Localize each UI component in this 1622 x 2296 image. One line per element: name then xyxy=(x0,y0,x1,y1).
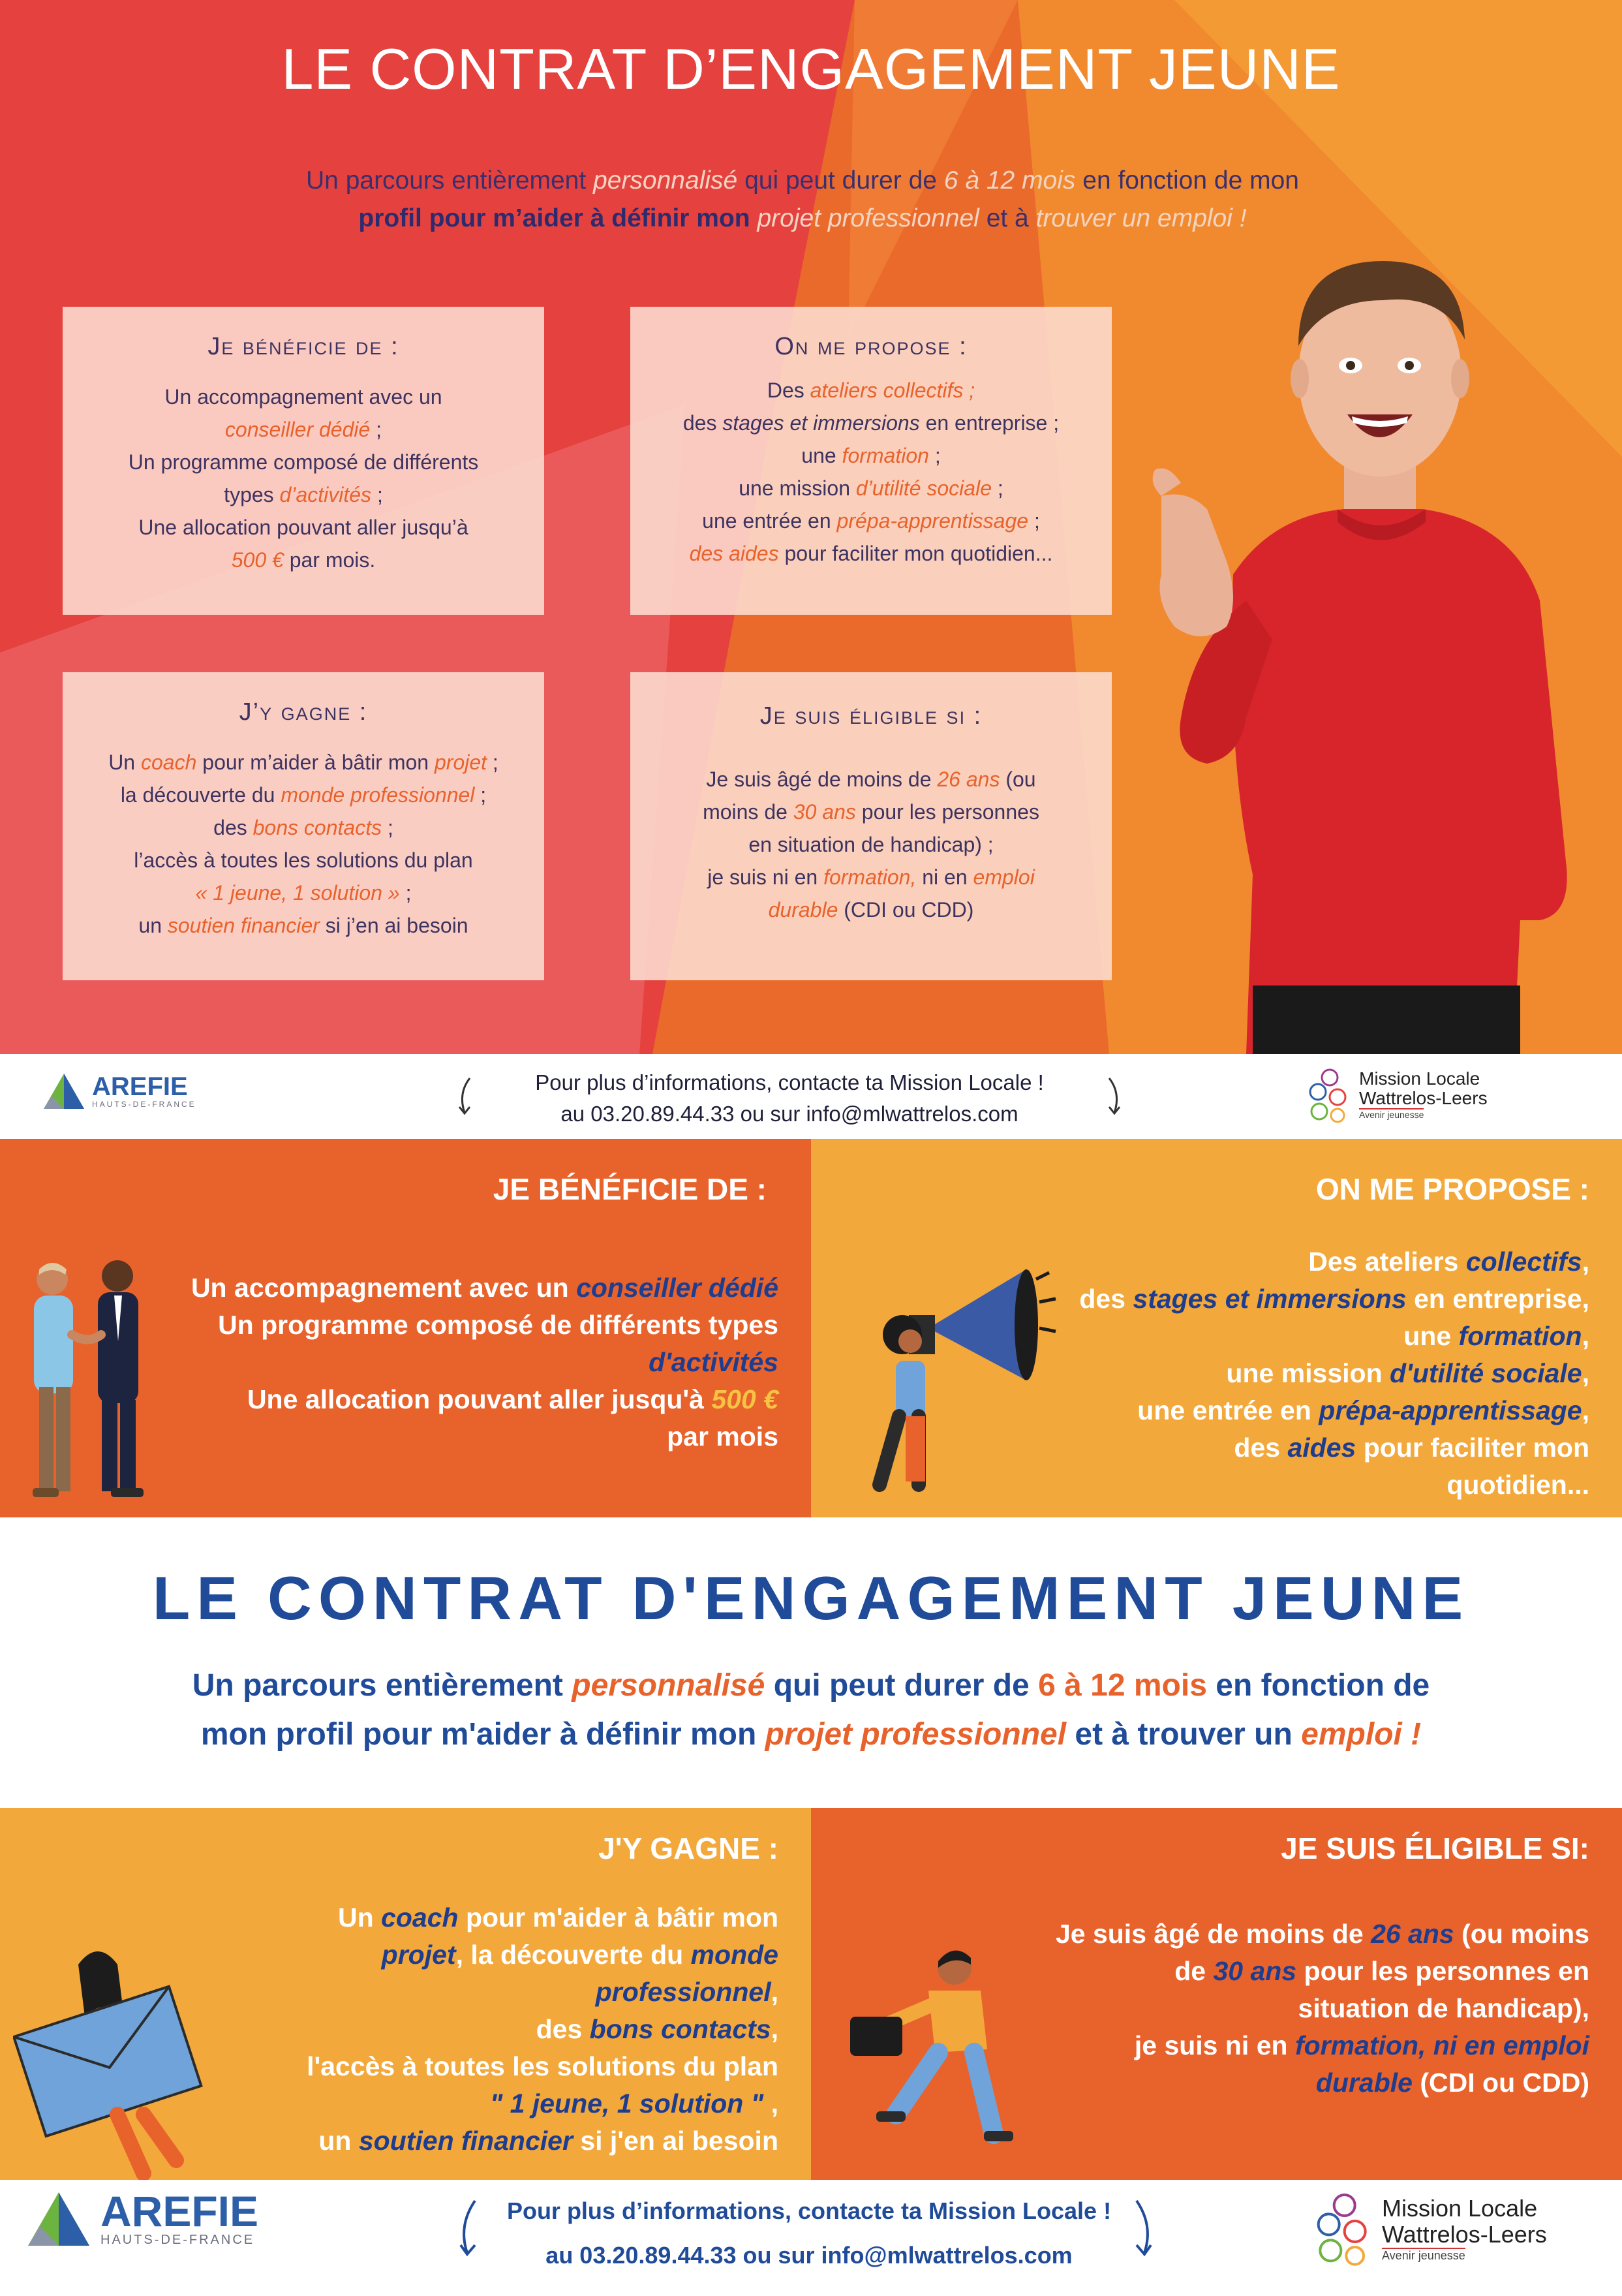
card-title: On me propose : xyxy=(774,333,968,360)
intro-highlight: projet professionnel xyxy=(765,1717,1067,1752)
card-text: par mois. xyxy=(289,548,376,572)
panel-line: je suis ni en xyxy=(1134,2030,1288,2060)
panel-line: , xyxy=(1582,1247,1589,1277)
panel-highlight: stages et immersions xyxy=(1133,1284,1407,1314)
panel-line: des xyxy=(1234,1433,1281,1463)
panel-line: , xyxy=(1582,1321,1589,1351)
card-highlight: d’activités xyxy=(279,483,372,506)
card-line: en situation de handicap) ; xyxy=(748,833,994,856)
mission-locale-city: Wattrelos-Leers xyxy=(1382,2220,1547,2248)
intro-highlight: trouver un emploi ! xyxy=(1035,204,1247,232)
panel-line: (CDI ou CDD) xyxy=(1420,2068,1589,2098)
card-line: l’accès à toutes les solutions du plan xyxy=(134,848,473,872)
card-highlight: 30 ans xyxy=(793,800,856,824)
card-text: des xyxy=(682,411,717,435)
contact-info xyxy=(483,1067,1096,1130)
panel-highlight: formation, ni en emploi xyxy=(1294,2030,1589,2060)
contact-bar-1 xyxy=(0,1054,1622,1136)
panel-title: ON ME PROPOSE : xyxy=(1315,1172,1589,1206)
megaphone-illustration xyxy=(850,1250,1059,1504)
panel-highlight: aides xyxy=(1287,1433,1356,1463)
panel-line: Des ateliers xyxy=(1308,1247,1459,1277)
panel-text xyxy=(1002,1243,1589,1504)
contact-line: au 03.20.89.44.33 ou sur info@mlwattrelos.com xyxy=(545,2242,1073,2269)
card-text: ni en xyxy=(922,865,968,889)
panel-line: des xyxy=(1079,1284,1125,1314)
panel-highlight: projet xyxy=(381,1940,456,1970)
panel-highlight: d'activités xyxy=(649,1347,778,1377)
panel-propose xyxy=(811,1139,1622,1517)
card-highlight: emploi xyxy=(973,865,1035,889)
arefie-mountain-icon xyxy=(42,1072,85,1110)
card-highlight: monde professionnel xyxy=(281,783,475,807)
arefie-logo xyxy=(26,2187,259,2248)
intro-text: Un parcours entièrement xyxy=(306,166,587,194)
intro-highlight: ! xyxy=(1411,1717,1422,1752)
curved-arrow-right-icon xyxy=(1129,2199,1155,2258)
card-benefit xyxy=(63,307,544,615)
contact-line: au 03.20.89.44.33 ou sur info@mlwattrelos.com xyxy=(560,1102,1018,1126)
panel-highlight: durable xyxy=(1315,2068,1413,2098)
panel-line: , xyxy=(771,1977,778,2007)
intro-highlight: projet professionnel xyxy=(757,204,979,232)
card-highlight: projet xyxy=(434,751,487,774)
panel-line: quotidien... xyxy=(1446,1470,1589,1500)
young-man-photo xyxy=(1148,235,1592,1054)
intro-highlight: 6 à 12 mois xyxy=(943,166,1076,194)
panel-gain xyxy=(0,1808,811,2180)
panel-highlight: collectifs xyxy=(1465,1247,1582,1277)
mission-locale-tagline: Avenir jeunesse xyxy=(1359,1109,1424,1120)
panel-line: des xyxy=(536,2014,583,2044)
infographic-intro xyxy=(78,1661,1544,1759)
intro-text: et à trouver un xyxy=(1075,1717,1293,1752)
intro-text: en fonction de xyxy=(1216,1668,1430,1703)
card-text: ; xyxy=(376,418,382,441)
card-text: (CDI ou CDD) xyxy=(844,898,974,922)
panel-highlight: prépa-apprentissage xyxy=(1319,1395,1582,1425)
panel-highlight: formation xyxy=(1458,1321,1582,1351)
arefie-mountain-icon xyxy=(26,2190,91,2248)
card-highlight: « 1 jeune, 1 solution » xyxy=(195,881,400,905)
intro-highlight: personnalisé xyxy=(593,166,738,194)
card-line: Une allocation pouvant aller jusqu’à xyxy=(138,516,468,539)
panel-line: Un programme composé de différents types xyxy=(218,1310,778,1340)
card-text: ; xyxy=(387,816,393,839)
panel-line: par mois xyxy=(667,1421,778,1451)
panel-line: pour m'aider à bâtir mon xyxy=(465,1902,778,1932)
card-text: ; xyxy=(1033,509,1040,533)
panel-title: JE BÉNÉFICIE DE : xyxy=(493,1172,767,1206)
intro-text: qui peut durer de xyxy=(773,1668,1030,1703)
card-highlight: 26 ans xyxy=(937,768,1000,791)
panel-line: une entrée en xyxy=(1137,1395,1311,1425)
panel-line: (ou moins xyxy=(1461,1919,1589,1949)
arefie-subtitle: HAUTS-DE-FRANCE xyxy=(92,1100,196,1109)
card-title: J’y gagne : xyxy=(239,698,368,726)
card-text: des xyxy=(213,816,247,839)
panel-line: si j'en ai besoin xyxy=(580,2126,778,2156)
mission-locale-tagline: Avenir jeunesse xyxy=(1382,2248,1465,2262)
arefie-name: AREFIE xyxy=(92,1072,188,1101)
panel-line: l'accès à toutes les solutions du plan xyxy=(307,2051,778,2081)
card-text: moins de xyxy=(703,800,788,824)
panel-line: , xyxy=(1582,1395,1589,1425)
panel-title: JE SUIS ÉLIGIBLE SI: xyxy=(1281,1831,1589,1865)
card-text: ; xyxy=(934,444,941,467)
infographic-title: LE CONTRAT D'ENGAGEMENT JEUNE xyxy=(152,1564,1470,1632)
mission-locale-circles-icon xyxy=(1311,2186,1377,2271)
card-gain xyxy=(63,672,544,980)
card-text: ; xyxy=(492,751,498,774)
curved-arrow-right-icon xyxy=(1103,1077,1122,1116)
card-text: pour les personnes xyxy=(861,800,1039,824)
card-text: ; xyxy=(405,881,412,905)
card-highlight: durable xyxy=(768,898,838,922)
panel-line: , xyxy=(771,2014,778,2044)
running-man-illustration xyxy=(837,1938,1033,2160)
card-text: (ou xyxy=(1005,768,1036,791)
card-highlight: stages et immersions xyxy=(722,411,920,435)
panel-highlight: professionnel xyxy=(595,1977,771,2007)
panel-line: , la découverte du xyxy=(455,1940,684,1970)
card-text: un xyxy=(138,914,162,937)
contact-line: Pour plus d’informations, contacte ta Mission Locale ! xyxy=(535,1070,1044,1094)
curved-arrow-left-icon xyxy=(457,2199,483,2258)
card-title: Je suis éligible si : xyxy=(759,702,983,730)
panel-highlight: soutien financier xyxy=(358,2126,573,2156)
panel-title: J'Y GAGNE : xyxy=(598,1831,778,1865)
card-line: Un accompagnement avec un xyxy=(164,385,442,409)
card-text: en entreprise ; xyxy=(925,411,1060,435)
card-text: Un xyxy=(108,751,136,774)
intro-text: qui peut durer de xyxy=(744,166,937,194)
mission-locale-name: Mission Locale xyxy=(1359,1068,1480,1089)
arefie-subtitle: HAUTS-DE-FRANCE xyxy=(100,2233,255,2247)
card-highlight: 500 € xyxy=(231,548,284,572)
intro-highlight: personnalisé xyxy=(572,1668,765,1703)
card-highlight: formation, xyxy=(823,865,917,889)
panel-line: une xyxy=(1403,1321,1452,1351)
panel-highlight: coach xyxy=(381,1902,459,1932)
card-text: une mission xyxy=(739,476,850,500)
panel-line: un xyxy=(318,2126,352,2156)
envelope-illustration xyxy=(13,1938,209,2180)
card-text: ; xyxy=(997,476,1003,500)
top-poster xyxy=(0,0,1622,1054)
intro-highlight: emploi xyxy=(1301,1717,1402,1752)
mission-locale-circles-icon xyxy=(1305,1066,1354,1125)
contact-bar-2 xyxy=(0,2180,1622,2296)
panel-highlight: monde xyxy=(690,1940,778,1970)
handshake-illustration xyxy=(13,1256,170,1517)
intro-highlight: 6 à 12 mois xyxy=(1038,1668,1207,1703)
panel-text xyxy=(1002,1916,1589,2102)
panel-highlight: 26 ans xyxy=(1371,1919,1454,1949)
panel-line: Un xyxy=(337,1902,374,1932)
panel-text xyxy=(191,1899,778,2160)
panel-line: pour les personnes en xyxy=(1304,1956,1589,1986)
panel-highlight: 30 ans xyxy=(1213,1956,1297,1986)
panel-line: de xyxy=(1174,1956,1206,1986)
poster-intro xyxy=(117,162,1488,238)
mission-locale-logo xyxy=(1311,2186,1547,2271)
panel-highlight: d'utilité sociale xyxy=(1390,1358,1582,1388)
panel-line: pour faciliter mon xyxy=(1363,1433,1589,1463)
panel-line: une mission xyxy=(1226,1358,1383,1388)
contact-line: Pour plus d’informations, contacte ta Mission Locale ! xyxy=(506,2197,1112,2224)
panel-highlight: " 1 jeune, 1 solution " xyxy=(489,2088,764,2118)
card-eligible xyxy=(630,672,1112,980)
card-propose xyxy=(630,307,1112,615)
card-highlight: bons contacts xyxy=(252,816,382,839)
intro-text: Un parcours entièrement xyxy=(192,1668,563,1703)
panel-line: , xyxy=(1582,1358,1589,1388)
card-highlight: d’utilité sociale xyxy=(855,476,992,500)
card-text: pour faciliter mon quotidien... xyxy=(784,542,1053,565)
card-highlight: ateliers collectifs ; xyxy=(810,379,975,402)
card-highlight: conseiller dédié xyxy=(224,418,371,441)
card-text: Des xyxy=(767,379,804,402)
intro-text: mon profil pour m'aider à définir mon xyxy=(200,1717,757,1752)
card-title: Je bénéficie de : xyxy=(207,333,399,360)
card-text: types xyxy=(224,483,274,506)
card-text: la découverte du xyxy=(120,783,275,807)
panel-eligible xyxy=(811,1808,1622,2180)
mission-locale-name: Mission Locale xyxy=(1382,2194,1538,2222)
intro-text: en fonction de mon xyxy=(1082,166,1299,194)
panel-line: Je suis âgé de moins de xyxy=(1055,1919,1364,1949)
card-highlight: soutien financier xyxy=(167,914,320,937)
panel-text xyxy=(126,1269,778,1455)
card-highlight: prépa-apprentissage xyxy=(836,509,1029,533)
card-highlight: formation xyxy=(842,444,929,467)
panel-highlight: bons contacts xyxy=(589,2014,771,2044)
card-highlight: coach xyxy=(140,751,197,774)
card-text: une entrée en xyxy=(702,509,831,533)
card-text: pour m’aider à bâtir mon xyxy=(202,751,429,774)
card-text: une xyxy=(801,444,836,467)
card-highlight: des aides xyxy=(689,542,779,565)
arefie-logo xyxy=(42,1072,196,1110)
panel-line: Une allocation pouvant aller jusqu'à xyxy=(247,1384,704,1414)
intro-text: et à xyxy=(986,204,1029,232)
panel-highlight: conseiller dédié xyxy=(576,1273,778,1303)
contact-info xyxy=(483,2189,1135,2278)
mission-locale-city: Wattrelos-Leers xyxy=(1359,1088,1488,1108)
card-text: je suis ni en xyxy=(707,865,818,889)
panel-line: , xyxy=(771,2088,778,2118)
card-line: Un programme composé de différents xyxy=(128,450,479,474)
curved-arrow-left-icon xyxy=(457,1077,476,1116)
panel-highlight: 500 € xyxy=(711,1384,778,1414)
panel-line: situation de handicap), xyxy=(1298,1993,1589,2023)
card-text: ; xyxy=(480,783,487,807)
mission-locale-logo xyxy=(1305,1066,1488,1125)
card-text: ; xyxy=(376,483,383,506)
intro-bold: profil pour m’aider à définir mon xyxy=(358,204,750,232)
panel-line: Un accompagnement avec un xyxy=(191,1273,569,1303)
arefie-name: AREFIE xyxy=(100,2187,259,2235)
panel-benefit xyxy=(0,1139,811,1517)
card-text: si j’en ai besoin xyxy=(325,914,468,937)
poster-title: LE CONTRAT D’ENGAGEMENT JEUNE xyxy=(281,37,1341,101)
card-text: Je suis âgé de moins de xyxy=(706,768,932,791)
panel-line: en entreprise, xyxy=(1414,1284,1589,1314)
